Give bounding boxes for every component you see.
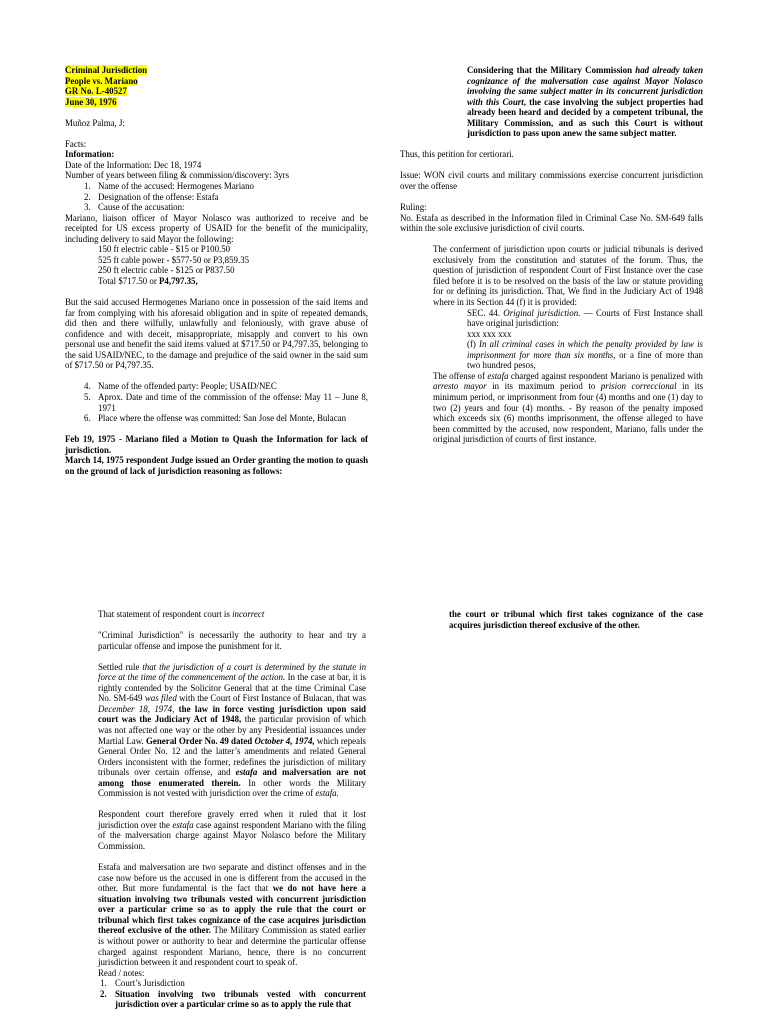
issue: Issue: WON civil courts and military commissions exercise concurrent jurisdiction over the offense [400,170,703,192]
blank-line [400,192,703,203]
list-number: 1. [84,181,91,192]
sec44-f-provision [467,339,703,371]
petition-line: Thus, this petition for certiorari. [400,149,514,160]
blank-line [65,107,368,118]
list-number: 3. [84,202,91,213]
case-topic-line [65,65,368,76]
offense-run: in its minimum period, or imprisonment from four (4) months and one (1) day to two (2) years and four (4) months. - By reason of the penalty imposed which exceeds six (6) months imprisonment, the offense alleged to have been committed by the accused, now respondent, Mariano, falls under the original jurisdiction of courts of first instance. [433,381,704,445]
blank-line [98,799,366,810]
sec44-run: — Courts of First Instance shall have original jurisdiction: [467,307,704,329]
erred-run: Respondent court therefore gravely erred when it ruled that it lost jurisdiction over the [98,809,366,830]
case-title: People vs. Mariano [65,75,138,86]
notes-continued: the court or tribunal which first takes cognizance of the case acquires jurisdiction thereof exclusive of the other. [449,609,703,630]
list-text: Name of the offended party: People; USAID/NEC [98,381,277,392]
ruling-label: Ruling: [400,202,427,213]
list-number: 2. [84,191,91,202]
property-item: 525 ft cable power - $577-50 or P3,859.35 [98,254,250,265]
information-label: Information: [65,149,115,160]
list-text: Designation of the offense: Estafa [98,191,219,202]
case-date: June 30, 1976 [65,96,117,107]
blank-line [65,371,368,382]
list-number: 4. [84,381,91,392]
sec44-f-run: (f) [467,339,480,350]
criminal-jurisdiction-definition: "Criminal Jurisdiction" is necessarily the authority to hear and try a particular offense and impose the punishment for it. [98,630,366,651]
offense-run: charged against respondent Mariano is penalized with [508,370,703,381]
page1-right-column [400,65,703,445]
blank-line [65,424,368,435]
property-item: 150 ft electric cable - $15 or P100.50 [98,244,231,255]
case-title-line [65,76,368,87]
settled-run: the particular provision of which was not affected one way or the other by any Presidential issuances under Martial Law. [98,714,366,746]
notes-text: Court’s Jurisdiction [115,978,185,989]
notes-text: Situation involving two tribunals vested with concurrent jurisdiction over a particular crime so as to apply the rule that [115,988,366,1010]
settled-run-italic: estafa. [315,788,339,799]
facts-label: Facts: [65,138,87,149]
years-between: Number of years between filing & commission/discovery: 3yrs [65,170,290,181]
sec44-f-run-italic: In all criminal cases in which the penalty provided by law is imprisonment for more than six months [467,339,703,360]
quote-run: , the case involving the subject properties had already been heard and decided by a competent tribunal, the Military Commission, and as such this Court is without jurisdiction to pass upon anew the same subject matter. [467,96,704,139]
omission-marker: xxx xxx xxx [467,328,512,339]
settled-run-bold: and malversation are not among those enumerated therein. [98,767,366,788]
erred-run: case against respondent Mariano with the filing of the malversation charge against Mayor Nolasco before the Military Commission. [98,819,366,852]
settled-run-bold: General Order No. 49 dated [146,735,255,746]
total-label: Total $717.50 or [98,275,160,286]
list-text: Name of the accused: Hermogenes Mariano [98,181,254,192]
quote-run: Considering that the Military Commission [467,65,636,75]
offense-paragraph [433,371,703,445]
blank-line [98,651,366,662]
case-topic: Criminal Jurisdiction [65,65,148,75]
case-gr-line [65,86,368,97]
settled-rule-paragraph [98,662,366,799]
blank-line [400,160,703,171]
conferment-paragraph: The conferment of jurisdiction upon courts or judicial tribunals is derived exclusively from the constitution and statutes of the forum. Thus, the question of jurisdiction of respondent Court of First Instance over the case filed before it is to be resolved on the basis of the law or statute providing for or defining its jurisdiction. That, We find in the Judiciary Act of 1948 where in its Section 44 (f) it is provided: [433,244,703,308]
estafa-run: Estafa and malversation are two separate and distinct offenses and in the case now before us the accused in one is different from the accused in the other. But more fundamental is the fact that [98,862,366,894]
order-quote [467,65,703,139]
statement-run-italic: incorrect [232,609,265,619]
settled-run-bold-italic: estafa [235,767,258,778]
estafa-run-bold: we do not have here a situation involving two tribunals vested with concurrent jurisdiction over a particular crime so as to apply the rule that the court or tribunal which first takes cognizance of the case acquires jurisdiction thereof exclusive of the other. [98,883,366,936]
list-item [65,381,368,392]
property-item: 250 ft electric cable - $125 or P837.50 [98,265,235,276]
accusation-paragraph: Mariano, liaison officer of Mayor Nolasco was authorized to receive and be receipted for US excess property of USAID for the benefit of the municipality, including delivery to said Mayor the following: [65,212,368,244]
settled-run-bold-italic: October 4, 1974, [254,735,315,746]
sec44-run: SEC. 44. [467,307,504,318]
list-item [65,192,368,203]
erred-run-italic: estafa [172,819,194,830]
list-item [65,392,368,413]
notes-number: 2. [100,988,107,999]
blank-line [400,234,703,245]
gravely-erred-paragraph [98,809,366,851]
motion-to-quash: Feb 19, 1975 - Mariano filed a Motion to Quash the Information for lack of jurisdiction. [65,434,368,455]
blank-line [65,286,368,297]
list-number: 5. [84,391,91,402]
settled-run: with the Court of First Instance of Bulacan, that was [176,693,366,704]
case-date-line [65,97,368,108]
settled-run: In other words the Military Commission is not vested with jurisdiction over the crime of [98,777,366,799]
blank-line [400,139,703,150]
offense-run-italic: estafa [487,370,509,381]
settled-run-italic: was filed [144,693,177,704]
notes-label: Read / notes: [98,967,145,978]
quote-run-italic: had already taken cognizance of the malversation case against Mayor Nolasco involving the same subject matter in its concurrent jurisdiction with this Court [467,65,704,107]
order-granting: March 14, 1975 respondent Judge issued an Order granting the motion to quash on the ground of lack of jurisdiction reasoning as follows: [65,455,369,476]
list-text: Cause of the accusation: [98,202,185,213]
case-gr-number: GR No. L-40527 [65,86,127,97]
notes-number: 1. [100,978,107,989]
page2-left-column [98,609,366,1010]
settled-run-bold: the law in force vesting jurisdiction upon said court was the Judiciary Act of 1948, [98,703,366,725]
ruling: No. Estafa as described in the Information filed in Criminal Case No. SM-649 falls within the sole exclusive jurisdiction of civil courts. [400,212,703,234]
settled-run-italic: that the jurisdiction of a court is determined by the statute in force at the time of the commencement of the action. [98,661,367,683]
offense-run: in its maximum period to [486,381,601,392]
blank-line [98,620,366,631]
estafa-run: The Military Commission as stated earlier is without power or authority to hear and determine the particular offense charged against respondent Mariano, hence, there is no concurrent jurisdiction between it and respondent court to speak of. [98,925,366,968]
total-amount: P4,797.35, [159,275,198,286]
settled-run: Settled rule [98,661,143,672]
list-item [65,413,368,424]
page1-left-column [65,65,368,476]
sec44-provision [467,308,703,329]
offense-run-italic: arresto mayor [433,381,487,392]
blank-line [65,128,368,139]
list-number: 6. [84,413,91,424]
case-header [65,65,368,107]
incorrect-statement [98,609,366,620]
list-text: Place where the offense was committed: San Jose del Monte, Bulacan [98,413,347,424]
ponente: Muñoz Palma, J: [65,117,125,128]
page2-right-column [449,609,703,630]
settled-run: which repeals General Order No. 12 and the latter’s amendments and related General Orders inconsistent with the former, redefines the jurisdiction of military tribunals over certain offense, and [98,735,366,778]
sec44-run-italic: Original jurisdiction. [503,307,581,318]
sec44-f-run: , or a fine of more than two hundred pesos, [467,349,703,371]
list-text: Aprox. Date and time of the commission of the offense: May 11 – June 8, 1971 [98,391,368,413]
settled-run-italic: December 18, 1974, [98,703,175,714]
list-item [65,181,368,192]
estafa-malversation-paragraph [98,862,366,967]
settled-run: In the case at bar, it is rightly contended by the Solicitor General that at the time Criminal Case No. SM-649 [98,672,366,704]
misappropriation-paragraph: But the said accused Hermogenes Mariano once in possession of the said items and far from complying with his aforesaid obligation and in spite of repeated demands, did then and there wilfully, unlawfully and feloniously, with grave abuse of confidence and with deceit, misappropriate, misapply and convert to his own personal use and benefit the said items valued at $717.50 or P4,797.35, belonging to the said USAID/NEC, to the damage and prejudice of the said owner in the said sum of $717.50 or P4,797.35. [65,297,368,371]
statement-run: That statement of respondent court is [98,609,233,619]
list-item [65,202,368,213]
blank-line [98,852,366,863]
information-date: Date of the Information: Dec 18, 1974 [65,159,202,170]
offense-run-italic: prision correccional [600,381,677,392]
notes-item [98,978,366,989]
offense-run: The offense of [433,370,488,381]
property-total [98,276,368,287]
notes-item [98,989,366,1010]
